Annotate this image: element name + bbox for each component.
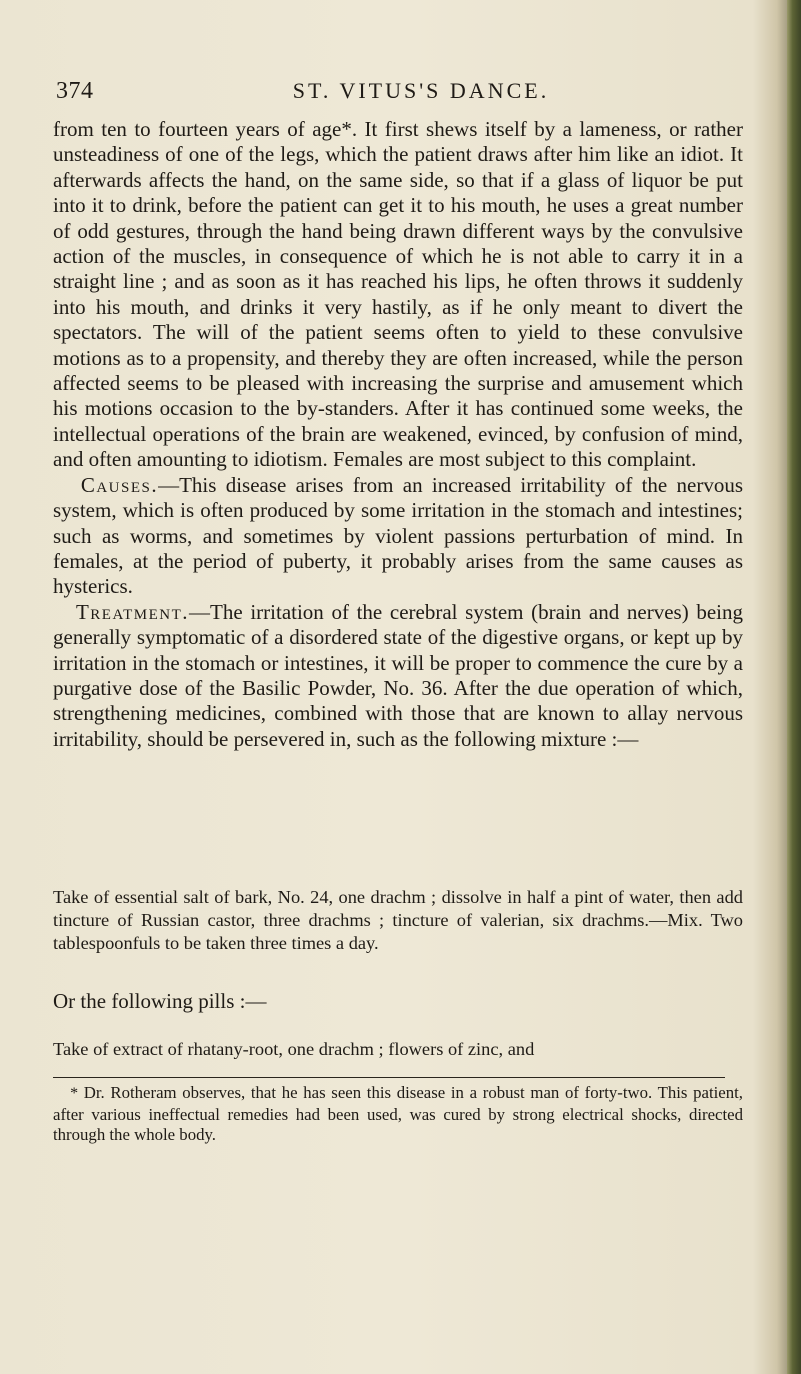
page-edge-binding	[787, 0, 801, 1374]
paragraph-treatment	[53, 600, 743, 752]
footnote-divider	[53, 1077, 725, 1078]
footnote-mark: *	[70, 1085, 79, 1102]
footnote	[53, 1083, 743, 1146]
main-text	[53, 117, 743, 752]
pills-intro: Or the following pills :—	[53, 989, 267, 1013]
footnote-text: Dr. Rotheram observes, that he has seen this disease in a robust man of forty-two. This patient, after various ineffectual remedies had been used, was cured by strong electrical shocks, directed through the whole body.	[53, 1083, 743, 1144]
recipe-mixture	[53, 886, 743, 955]
running-head: ST. VITUS'S DANCE.	[292, 78, 550, 103]
paragraph-causes	[53, 473, 743, 600]
recipe-mixture-text: Take of essential salt of bark, No. 24, one drachm ; dissolve in half a pint of water, then add tincture of Russian castor, three drachms ; tincture of valerian, six drachms.—Mix. Two tablespoonfuls to be taken three times a day.	[53, 887, 743, 953]
page-header	[56, 78, 746, 112]
treatment-heading: Treatment.	[75, 599, 190, 624]
causes-text: —This disease arises from an increased irritability of the nervous system, which is often produced by some irritation in the stomach and intestines; such as worms, and sometimes by violent passions perturbation of mind. In females, at the period of puberty, it probably arises from the same causes as hysterics.	[53, 472, 744, 599]
footnote-paragraph	[53, 1083, 743, 1146]
treatment-text: —The irritation of the cerebral system (brain and nerves) being generally symptomatic of a disordered state of the digestive organs, or kept up by irritation in the stomach or intestines, it will be proper to commence the cure by a purgative dose of the Basilic Powder, No. 36. After the due operation of which, strengthening medicines, combined with those that are known to allay nervous irritability, should be persevered in, such as the following mixture :—	[53, 599, 743, 751]
page-number: 374	[56, 78, 94, 104]
paragraph-symptoms: from ten to fourteen years of age*. It first shews itself by a lameness, or rather unsteadiness of one of the legs, which the patient draws after him like an idiot. It afterwards affects the hand, on the same side, so that if a glass of liquor be put into it to drink, before the patient can get it to his mouth, he uses a great number of odd gestures, through the hand being drawn different ways by the convulsive action of the muscles, in consequence of which he is not able to carry it in a straight line ; and as soon as it has reached his lips, he often throws it suddenly into his mouth, and drinks it very hastily, as if he only meant to divert the spectators. The will of the patient seems often to yield to these convulsive motions as to a propensity, and thereby they are often increased, while the person affected seems to be pleased with increasing the surprise and amusement which his motions occasion to the by-standers. After it has continued some weeks, the intellectual operations of the brain are weakened, evinced, by confusion of mind, and often amounting to idiotism. Females are most subject to this complaint.	[53, 117, 743, 472]
recipe-pills: Take of extract of rhatany-root, one drachm ; flowers of zinc, and	[53, 1039, 535, 1059]
causes-heading: Causes.	[80, 472, 159, 497]
